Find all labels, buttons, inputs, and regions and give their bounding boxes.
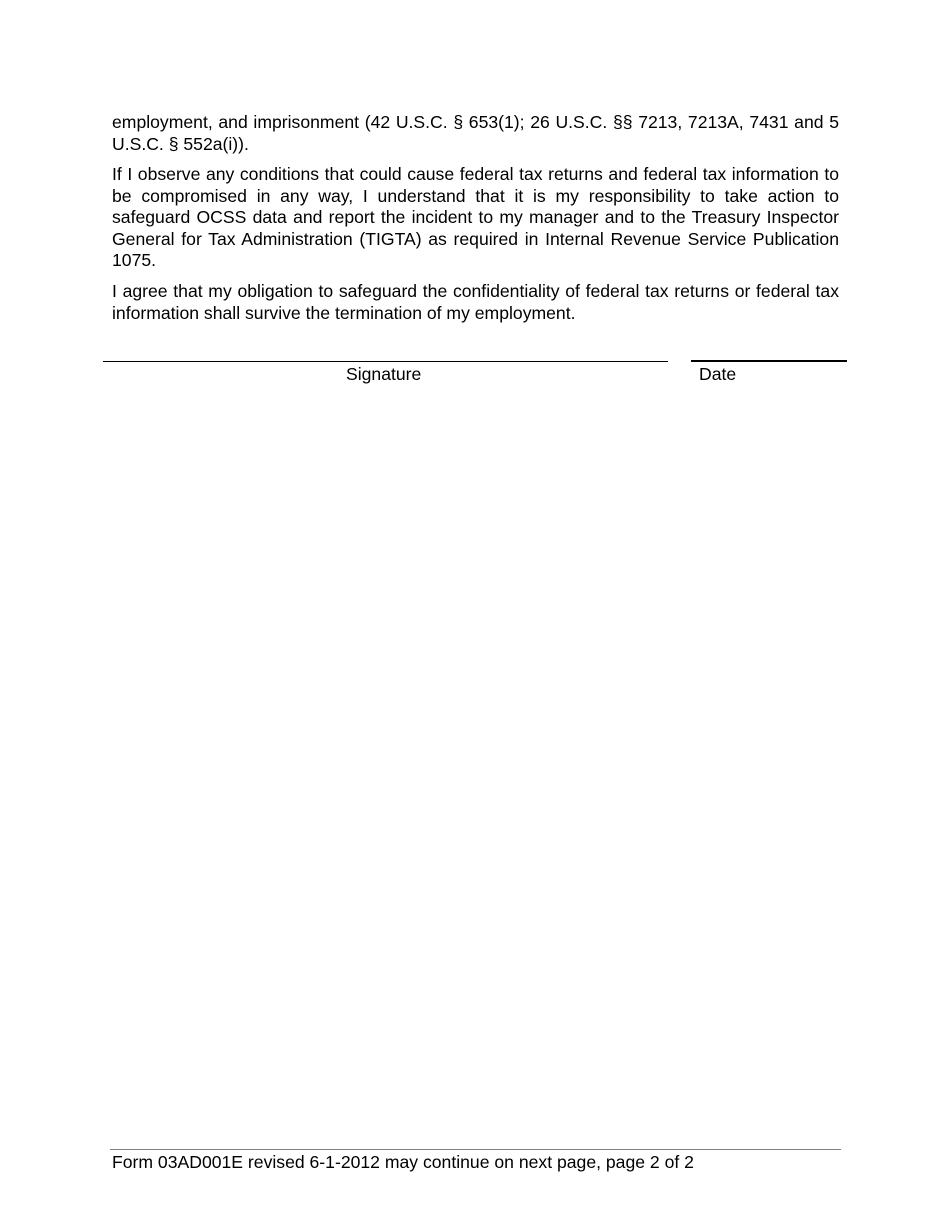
signature-label: Signature: [346, 364, 422, 384]
paragraph-report-incident: If I observe any conditions that could cause federal tax returns and federal tax information to be compromised in any way, I understand that it is my responsibility to take action to safeguard OCSS data and report the incident to my manager and to the Treasury Inspector General for Tax Administration (TIGTA) as required in Internal Revenue Service Publication 1075.: [112, 164, 839, 270]
footer-form-info: Form 03AD001E revised 6-1-2012 may continue on next page, page 2 of 2: [112, 1152, 694, 1172]
signature-line[interactable]: [103, 361, 668, 362]
paragraph-penalties-continued: employment, and imprisonment (42 U.S.C. § 653(1); 26 U.S.C. §§ 7213, 7213A, 7431 and 5 U.S.C. § 552a(i)).: [112, 112, 839, 154]
footer-divider: [110, 1149, 841, 1150]
date-label: Date: [699, 364, 737, 384]
date-line[interactable]: [691, 360, 847, 362]
paragraph-obligation-survives: I agree that my obligation to safeguard the confidentiality of federal tax returns or federal tax information shall survive the termination of my employment.: [112, 281, 839, 323]
